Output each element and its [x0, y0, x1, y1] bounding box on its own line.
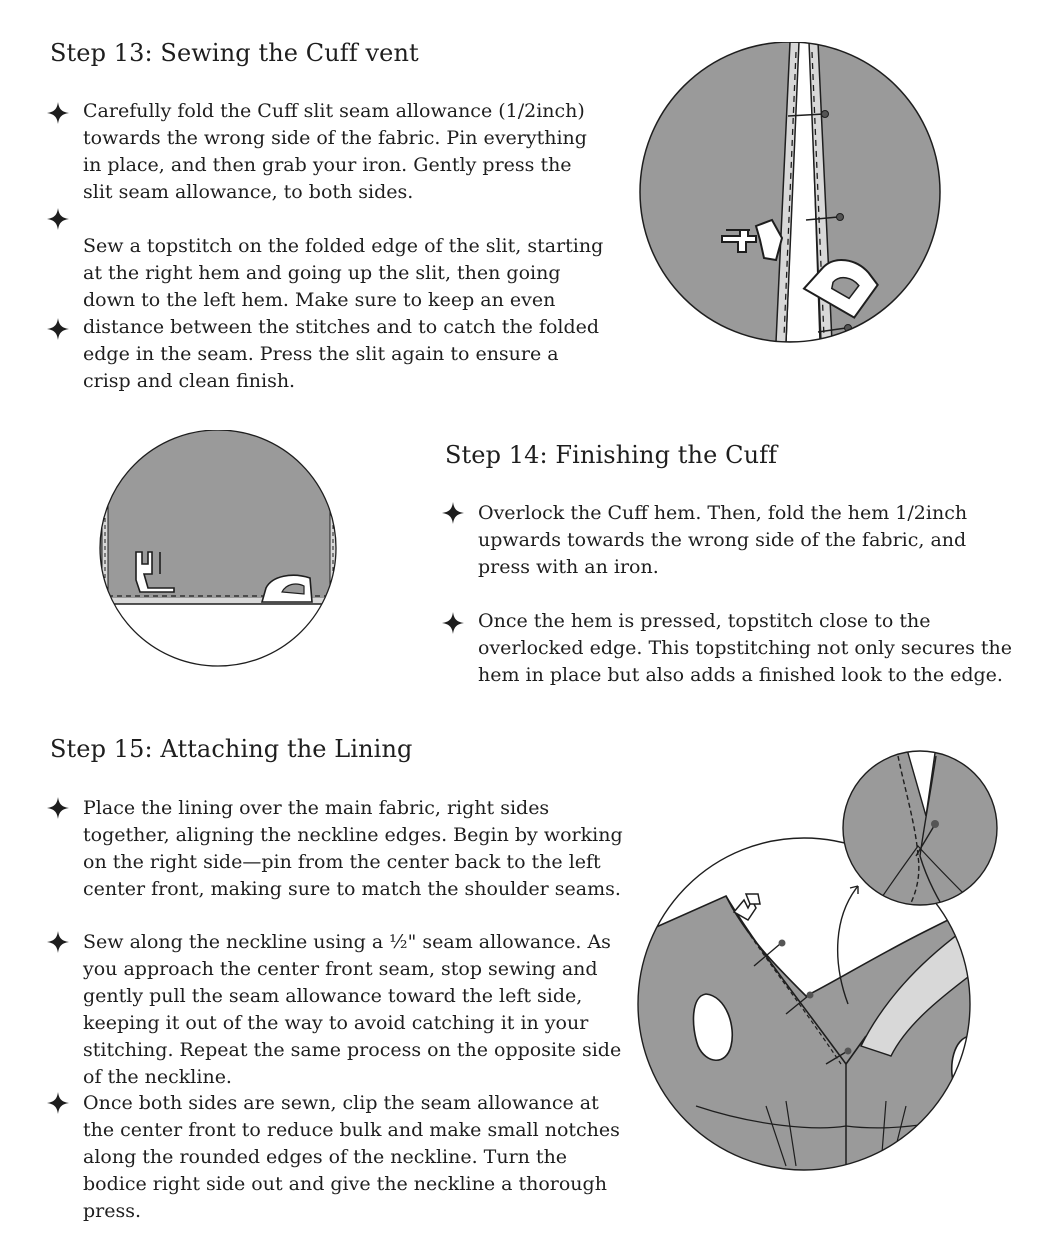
four-point-star-icon: [47, 931, 69, 953]
neckline-lining-illustration: [636, 746, 1002, 1172]
step15-title: Step 15: Attaching the Lining: [50, 735, 413, 763]
step15-paragraph-1: Place the lining over the main fabric, right sides together, aligning the neckline edges. Begin by working on the right side—pin from the center back to the left center front, making sure to match the shoulder seams.: [83, 797, 623, 900]
four-point-star-icon: [442, 502, 464, 524]
step13-title: Step 13: Sewing the Cuff vent: [50, 39, 419, 67]
step14-title: Step 14: Finishing the Cuff: [445, 441, 778, 469]
four-point-star-icon: [47, 102, 69, 124]
four-point-star-icon: [47, 208, 69, 230]
four-point-star-icon: [442, 612, 464, 634]
step13-paragraph-2: Sew a topstitch on the folded edge of the slit, starting at the right hem and going up the slit, then going down to the left hem. Make sure to keep an even distance between the stitches and to catch the folded edge in the seam. Press the slit again to ensure a crisp and clean finish.: [83, 235, 604, 392]
cuff-vent-illustration: [638, 42, 943, 352]
step15-paragraph-2: Sew along the neckline using a ½" seam allowance. As you approach the center front seam, stop sewing and gently pull the seam allowance toward the left side, keeping it out of the way to avoid catching it in your stitching. Repeat the same process on the opposite side of the neckline.: [83, 931, 622, 1088]
step13-paragraph-1: Carefully fold the Cuff slit seam allowance (1/2inch) towards the wrong side of the fabric. Pin everything in place, and then grab your iron. Gently press the slit seam allowance, to both sides.: [83, 100, 587, 203]
step14-paragraph-1: Overlock the Cuff hem. Then, fold the hem 1/2inch upwards towards the wrong side of the fabric, and press with an iron.: [478, 502, 968, 578]
four-point-star-icon: [47, 797, 69, 819]
step14-paragraph-2: Once the hem is pressed, topstitch close to the overlocked edge. This topstitching not only secures the hem in place but also adds a finished look to the edge.: [478, 610, 1012, 686]
four-point-star-icon: [47, 318, 69, 340]
cuff-hem-illustration: [90, 430, 348, 670]
four-point-star-icon: [47, 1092, 69, 1114]
step15-paragraph-3: Once both sides are sewn, clip the seam allowance at the center front to reduce bulk and make small notches along the rounded edges of the neckline. Turn the bodice right side out and give the neckline a thorough press.: [83, 1092, 620, 1222]
